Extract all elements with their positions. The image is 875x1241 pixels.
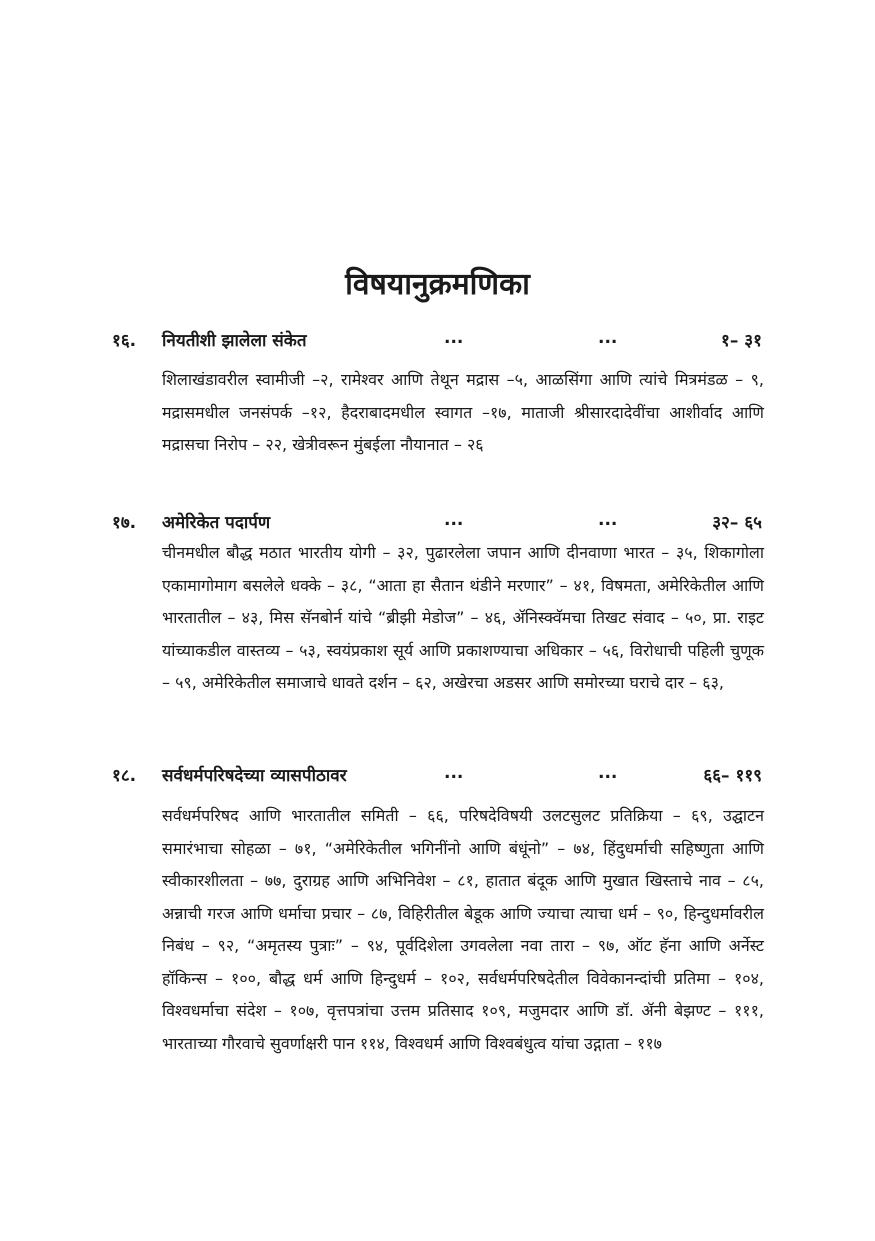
chapter-number: १८. xyxy=(112,766,137,786)
chapter-heading-16 xyxy=(112,328,762,358)
chapter-page-range: १– ३१ xyxy=(721,331,762,351)
leader-dots: ... xyxy=(598,763,618,783)
chapter-page-range: ३२– ६५ xyxy=(712,513,762,533)
chapter-title: सर्वधर्मपरिषदेच्या व्यासपीठावर xyxy=(162,766,347,786)
chapter-title: अमेरिकेत पदार्पण xyxy=(162,513,271,533)
chapter-summary-17: चीनमधील बौद्ध मठात भारतीय योगी – ३२, पुढारलेला जपान आणि दीनवाणा भारत – ३५, शिकागोला एकामागोमाग बसलेले धक्के – ३८, “आता हा सैतान थंडीने मरणार” – ४१, विषमता, अमेरिकेतील आणि भारतातील – ४३, मिस सॅनबोर्न यांचे “ब्रीझी मेडोज” – ४६, ॲनिस्क्वॅमचा तिखट संवाद – ५०, प्रा. राइट यांच्याकडील वास्तव्य – ५३, स्वयंप्रकाश सूर्य आणि प्रकाशण्याचा अधिकार – ५६, विरोधाची पहिली चुणूक – ५९, अमेरिकेतील समाजाचे धावते दर्शन – ६२, अखेरचा अडसर आणि समोरच्या घराचे दार – ६३, xyxy=(162,543,764,692)
chapter-summary-18: सर्वधर्मपरिषद आणि भारतातील समिती – ६६, परिषदेविषयी उलटसुलट प्रतिक्रिया – ६९, उद्घाटन समारंभाचा सोहळा – ७१, “अमेरिकेतील भगिनींनो आणि बंधूंनो” – ७४, हिंदुधर्माची सहिष्णुता आणि स्वीकारशीलता – ७७, दुराग्रह आणि अभिनिवेश – ८१, हातात बंदूक आणि मुखात खिस्ताचे नाव – ८५, अन्नाची गरज आणि धर्माचा प्रचार – ८७, विहिरीतील बेडूक आणि ज्याचा त्याचा धर्म – ९०, हिन्दुधर्मावरील निबंध – ९२, “अमृतस्य पुत्राः” – ९४, पूर्वदिशेला उगवलेला नवा तारा – ९७, ऑट हॅना आणि अर्नेस्ट हॉकिन्स – १००, बौद्ध धर्म आणि हिन्दुधर्म – १०२, सर्वधर्मपरिषदेतील विवेकानन्दांची प्रतिमा – १०४, विश्वधर्माचा संदेश – १०७, वृत्तपत्रांचा उत्तम प्रतिसाद १०९, मजुमदार आणि डॉ. ॲनी बेझण्ट – १११, भारताच्या गौरवाचे सुवर्णाक्षरी पान ११४, विश्वधर्म आणि विश्वबंधुत्व यांचा उद्गाता – ११७ xyxy=(162,806,764,1053)
leader-dots: ... xyxy=(444,328,464,348)
chapter-heading-17 xyxy=(112,510,762,540)
chapter-title: नियतीशी झालेला संकेत xyxy=(162,331,307,351)
chapter-number: १६. xyxy=(112,331,137,351)
chapter-heading-18 xyxy=(112,763,762,793)
leader-dots: ... xyxy=(444,763,464,783)
chapter-summary-16: शिलाखंडावरील स्वामीजी –२, रामेश्वर आणि तेथून मद्रास –५, आळसिंगा आणि त्यांचे मित्रमंडळ – ९, मद्रासमधील जनसंपर्क –१२, हैदराबादमधील स्वागत –१७, माताजी श्रीसारदादेवींचा आशीर्वाद आणि मद्रासचा निरोप – २२, खेत्रीवरून मुंबईला नौयानात – २६ xyxy=(162,370,764,454)
page-title: विषयानुक्रमणिका xyxy=(345,267,530,302)
leader-dots: ... xyxy=(598,510,618,530)
chapter-number: १७. xyxy=(112,513,137,533)
leader-dots: ... xyxy=(444,510,464,530)
leader-dots: ... xyxy=(598,328,618,348)
chapter-page-range: ६६– ११९ xyxy=(703,766,762,786)
